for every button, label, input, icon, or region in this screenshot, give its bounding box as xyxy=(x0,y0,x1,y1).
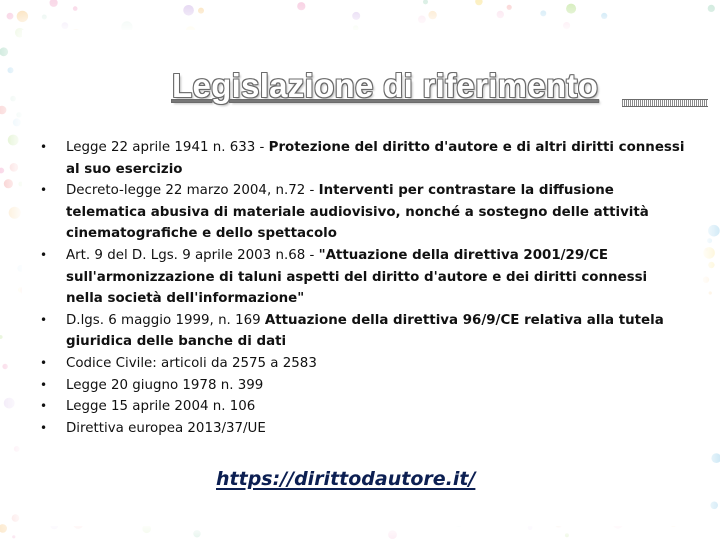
confetti-dot xyxy=(0,47,8,56)
item-reference: Legge 22 aprile 1941 n. 633 - xyxy=(66,140,269,155)
confetti-dot xyxy=(50,0,58,7)
confetti-dot xyxy=(12,514,20,522)
confetti-dot xyxy=(428,11,436,19)
item-reference: Legge 15 aprile 2004 n. 106 xyxy=(66,399,256,415)
list-item xyxy=(34,245,686,310)
item-description: Attuazione della direttiva 96/9/CE relativa alla tutela giuridica delle banche di dati xyxy=(66,312,664,350)
list-item xyxy=(34,310,686,353)
list-item xyxy=(34,137,686,180)
confetti-dot xyxy=(565,533,569,537)
confetti-dot xyxy=(601,13,607,19)
slide-title: Legislazione di riferimento xyxy=(172,67,599,104)
confetti-dot xyxy=(566,4,576,14)
confetti-dot xyxy=(297,2,305,10)
item-description: "Attuazione della direttiva 2001/29/CE sull'armonizzazione di taluni aspetti del diritto d'autore e dei diritti connessi nella società dell'informazione" xyxy=(66,247,648,307)
item-reference: Art. 9 del D. Lgs. 9 aprile 2003 n.68 - xyxy=(66,247,319,263)
list-item xyxy=(34,375,686,397)
confetti-dot xyxy=(13,118,21,126)
confetti-dot xyxy=(14,446,20,452)
confetti-dot xyxy=(423,0,428,4)
confetti-dot xyxy=(0,335,3,339)
title-underline-decoration xyxy=(622,99,708,107)
bullet-icon: • xyxy=(40,355,48,370)
confetti-dot xyxy=(708,262,714,268)
confetti-dot xyxy=(710,502,718,510)
confetti-dot xyxy=(708,225,720,237)
confetti-dot xyxy=(703,277,709,283)
confetti-dot xyxy=(7,13,14,20)
bullet-icon: • xyxy=(40,420,48,435)
bullet-icon: • xyxy=(40,399,48,414)
confetti-dot xyxy=(73,6,78,11)
confetti-dot xyxy=(193,530,200,537)
confetti-dot xyxy=(388,530,397,539)
confetti-dot xyxy=(709,291,712,294)
confetti-dot xyxy=(418,16,426,24)
confetti-dot xyxy=(2,364,7,369)
confetti-dot xyxy=(183,5,194,16)
confetti-dot xyxy=(17,11,28,22)
list-item xyxy=(34,353,686,375)
confetti-dot xyxy=(12,535,15,538)
confetti-dot xyxy=(0,168,4,174)
confetti-dot xyxy=(707,238,712,243)
confetti-dot xyxy=(8,67,14,73)
bullet-icon: • xyxy=(40,247,48,262)
confetti-dot xyxy=(0,524,7,533)
confetti-dot xyxy=(10,96,16,102)
confetti-dot xyxy=(4,398,15,409)
item-description: Protezione del diritto d'autore e di altri diritti connessi al suo esercizio xyxy=(66,140,685,177)
confetti-dot xyxy=(198,8,204,14)
item-reference: Legge 20 giugno 1978 n. 399 xyxy=(66,377,264,393)
website-link[interactable]: https://dirittodautore.it/ xyxy=(216,468,476,490)
confetti-dot xyxy=(708,5,715,12)
item-description: Interventi per contrastare la diffusione telematica abusiva di materiale audiovisivo, nonché a sostegno delle attività cinematografiche e dello spettacolo xyxy=(66,183,649,242)
item-reference: Direttiva europea 2013/37/UE xyxy=(66,420,266,436)
list-item xyxy=(34,418,686,440)
confetti-dot xyxy=(10,163,19,172)
list-item xyxy=(34,396,686,418)
confetti-dot xyxy=(540,10,546,16)
item-reference: D.lgs. 6 maggio 1999, n. 169 xyxy=(66,312,265,328)
bullet-icon: • xyxy=(40,312,48,327)
confetti-dot xyxy=(42,15,47,20)
confetti-dot xyxy=(0,106,6,115)
confetti-dot xyxy=(9,207,21,219)
confetti-dot xyxy=(497,11,504,18)
confetti-dot xyxy=(711,453,720,463)
confetti-dot xyxy=(4,179,13,188)
bullet-icon: • xyxy=(40,377,48,392)
confetti-dot xyxy=(16,112,21,117)
confetti-dot xyxy=(507,5,512,10)
legislation-list xyxy=(34,137,686,439)
item-reference: Codice Civile: articoli da 2575 a 2583 xyxy=(66,355,317,371)
confetti-dot xyxy=(475,0,482,5)
confetti-dot xyxy=(8,135,19,146)
bullet-icon: • xyxy=(40,140,48,154)
confetti-dot xyxy=(563,22,570,29)
confetti-dot xyxy=(352,12,360,20)
bullet-icon: • xyxy=(40,183,48,198)
confetti-dot xyxy=(62,22,69,29)
confetti-dot xyxy=(703,247,715,259)
item-reference: Decreto-legge 22 marzo 2004, n.72 - xyxy=(66,183,319,199)
list-item xyxy=(34,180,686,245)
